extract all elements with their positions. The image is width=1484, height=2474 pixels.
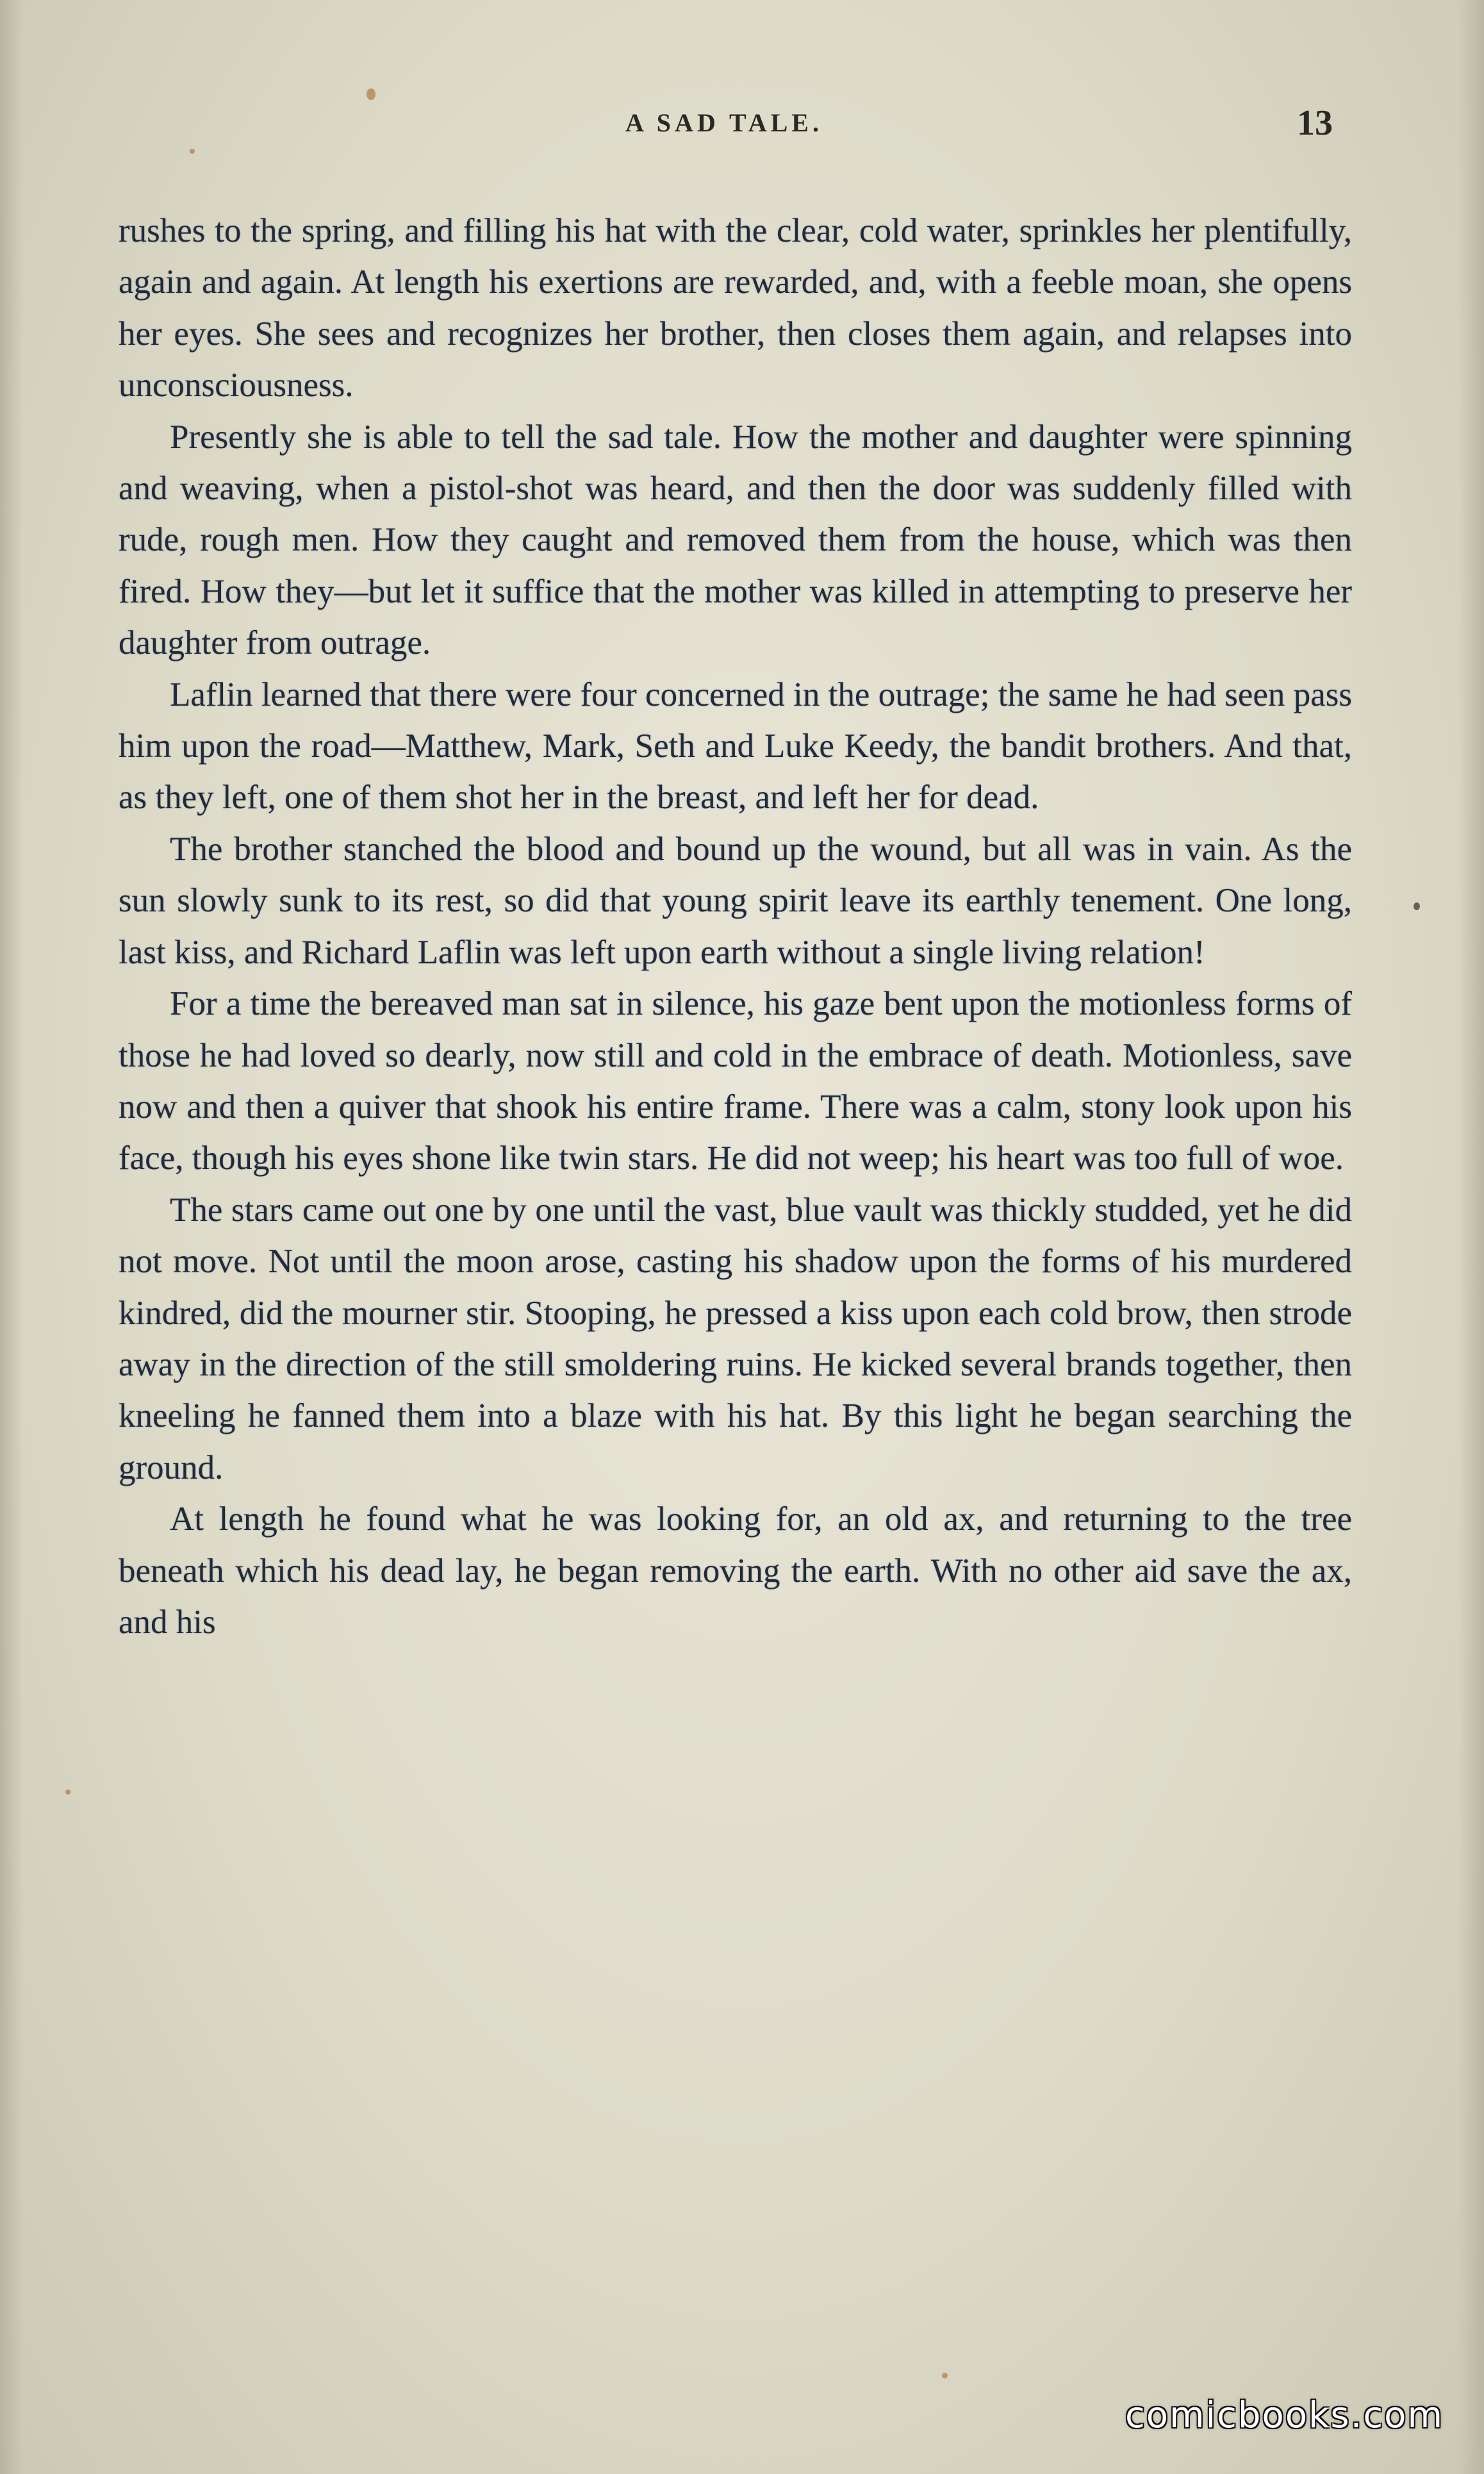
paper-speck [65, 1789, 70, 1795]
paper-speck [1414, 902, 1420, 910]
watermark: comicbooks.com [1125, 2395, 1444, 2436]
page-number: 13 [1297, 103, 1333, 143]
paper-speck [942, 2373, 948, 2379]
running-head: A SAD TALE. [625, 108, 823, 137]
page-header [115, 103, 1333, 154]
page-edge-shadow-left [0, 0, 23, 2474]
paragraph: rushes to the spring, and filling his hat with the clear, cold water, sprinkles her plentifully, again and again. At length his exertions are rewarded, and, with a feeble moan, she opens her eyes. She sees and recognizes her brother, then closes them again, and relapses into unconsciousness. [119, 212, 1352, 404]
paragraph: The brother stanched the blood and bound up the wound, but all was in vain. As the sun slowly sunk to its rest, so did that young spirit leave its earthly tenement. One long, last kiss, and Richard Laflin was left upon earth without a single living relation! [119, 830, 1352, 971]
paragraph: The stars came out one by one until the vast, blue vault was thickly studded, yet he did not move. Not until the moon arose, casting his shadow upon the forms of his murdered kindred, did the mourner stir. Stooping, he pressed a kiss upon each cold brow, then strode away in the direction of the still smoldering ruins. He kicked several brands together, then kneeling he fanned them into a blaze with his hat. By this light he began searching the ground. [119, 1191, 1352, 1486]
paragraph: For a time the bereaved man sat in silence, his gaze bent upon the motionless forms of those he had loved so dearly, now still and cold in the embrace of death. Motionless, save now and then a quiver that shook his entire frame. There was a calm, stony look upon his face, though his eyes shone like twin stars. He did not weep; his heart was too full of woe. [119, 985, 1352, 1177]
page-edge-shadow-right [1458, 0, 1484, 2474]
body-text [119, 205, 1352, 1648]
paper-speck [367, 88, 375, 100]
paragraph: Presently she is able to tell the sad tale. How the mother and daughter were spinning and weaving, when a pistol-shot was heard, and then the door was suddenly filled with rude, rough men. How they caught and removed them from the house, which was then fired. How they—but let it suffice that the mother was killed in attempting to preserve her daughter from outrage. [119, 418, 1352, 662]
paragraph: At length he found what he was looking for, an old ax, and returning to the tree beneath which his dead lay, he began removing the earth. With no other aid save the ax, and his [119, 1500, 1352, 1641]
paragraph: Laflin learned that there were four concerned in the outrage; the same he had seen pass him upon the road—Matthew, Mark, Seth and Luke Keedy, the bandit brothers. And that, as they left, one of them shot her in the breast, and left her for dead. [119, 676, 1352, 817]
